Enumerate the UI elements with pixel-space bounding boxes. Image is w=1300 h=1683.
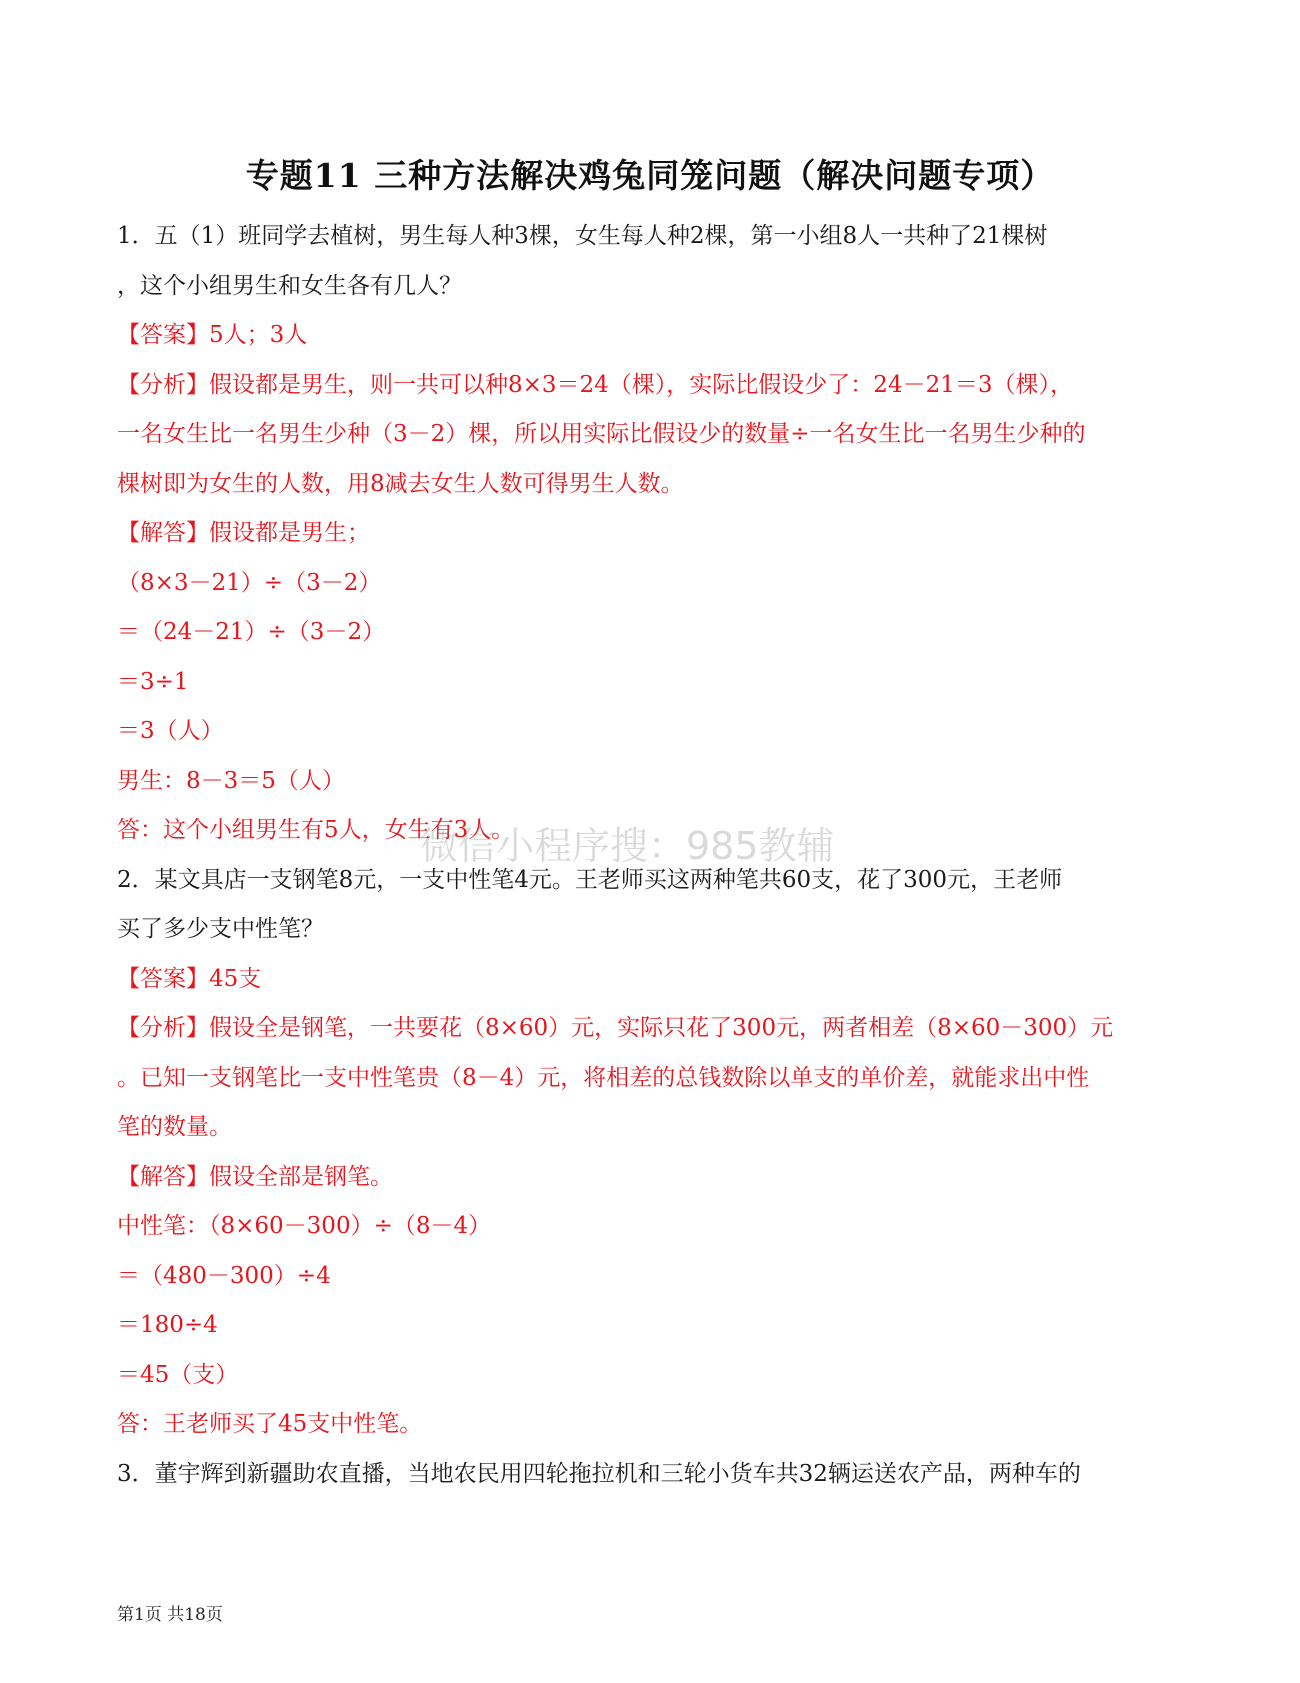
text-line: 答：王老师买了45支中性笔。: [117, 1411, 423, 1437]
text-line: 男生：8－3＝5（人）: [117, 767, 345, 794]
text-line: ＝180÷4: [117, 1312, 218, 1338]
text-line: 一名女生比一名男生少种（3－2）棵，所以用实际比假设少的数量÷一名女生比一名男生少种的: [117, 421, 1086, 447]
watermark: 微信小程序搜：985教辅: [420, 824, 835, 868]
text-line: ＝（24－21）÷（3－2）: [117, 619, 386, 645]
text-line: ＝45（支）: [117, 1361, 239, 1388]
text-line: 买了多少支中性笔？: [117, 916, 324, 942]
text-line: 【解答】假设全部是钢笔。: [117, 1163, 393, 1190]
text-line: 【答案】45支: [117, 965, 262, 992]
page-title: 专题11 三种方法解决鸡兔同笼问题（解决问题专项）: [245, 156, 1055, 195]
text-line: ＝（480－300）÷4: [117, 1262, 331, 1289]
text-line: 。已知一支钢笔比一支中性笔贵（8－4）元，将相差的总钱数除以单支的单价差，就能求出中性: [117, 1064, 1090, 1091]
text-line: 【分析】假设都是男生，则一共可以种8×3＝24（棵），实际比假设少了：24－21＝3（棵），: [117, 371, 1073, 398]
document-body: [117, 212, 1197, 1499]
text-line: 【分析】假设全是钢笔，一共要花（8×60）元，实际只花了300元，两者相差（8×60－300）元: [117, 1015, 1114, 1041]
page-footer: 第1页 共18页: [117, 1605, 223, 1625]
text-line: 中性笔：（8×60－300）÷（8－4）: [117, 1213, 492, 1239]
text-line: 3．董宇辉到新疆助农直播，当地农民用四轮拖拉机和三轮小货车共32辆运送农产品，两种车的: [117, 1460, 1081, 1487]
text-line: ＝3÷1: [117, 668, 189, 695]
text-line: 1．五（1）班同学去植树，男生每人种3棵，女生每人种2棵，第一小组8人一共种了21棵树: [117, 223, 1048, 249]
text-line: （8×3－21）÷（3－2）: [117, 569, 382, 596]
text-line: ，这个小组男生和女生各有几人？: [117, 272, 462, 299]
text-line: 棵树即为女生的人数，用8减去女生人数可得男生人数。: [117, 470, 684, 497]
text-line: 2．某文具店一支钢笔8元，一支中性笔4元。王老师买这两种笔共60支，花了300元，王老师: [117, 866, 1063, 893]
text-line: ＝3（人）: [117, 718, 224, 744]
text-line: 【答案】5人；3人: [117, 322, 308, 348]
text-line: 笔的数量。: [117, 1114, 232, 1140]
text-line: 【解答】假设都是男生；: [117, 520, 370, 546]
text-line: 答：这个小组男生有5人，女生有3人。: [117, 817, 515, 843]
